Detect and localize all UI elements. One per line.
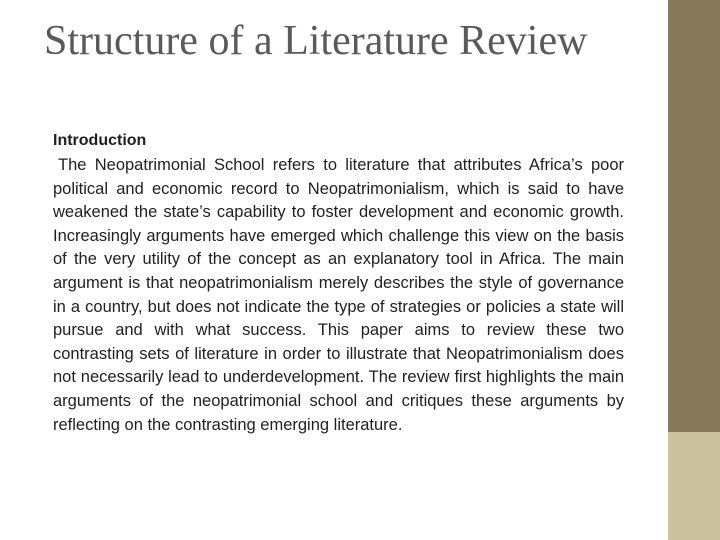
side-band-dark: [666, 0, 720, 432]
side-band-light: [666, 432, 720, 540]
slide-body: [53, 130, 624, 437]
side-band-divider: [666, 0, 668, 540]
body-paragraph: The Neopatrimonial School refers to literature that attributes Africa’s poor political and economic record to Neopatrimonialism, which is said to have weakened the state’s capability to foster development and economic growth. Increasingly arguments have emerged which challenge this view on the basis of the very utility of the concept as an explanatory tool in Africa. The main argument is that neopatrimonialism merely describes the style of governance in a country, but does not indicate the type of strategies or policies a state will pursue and with what success. This paper aims to review these two contrasting sets of literature in order to illustrate that Neopatrimonialism does not necessarily lead to underdevelopment. The review first highlights the main arguments of the neopatrimonial school and critiques these arguments by reflecting on the contrasting emerging literature.: [53, 156, 624, 434]
section-heading: Introduction: [53, 132, 147, 149]
slide-title: Structure of a Literature Review: [44, 18, 588, 64]
